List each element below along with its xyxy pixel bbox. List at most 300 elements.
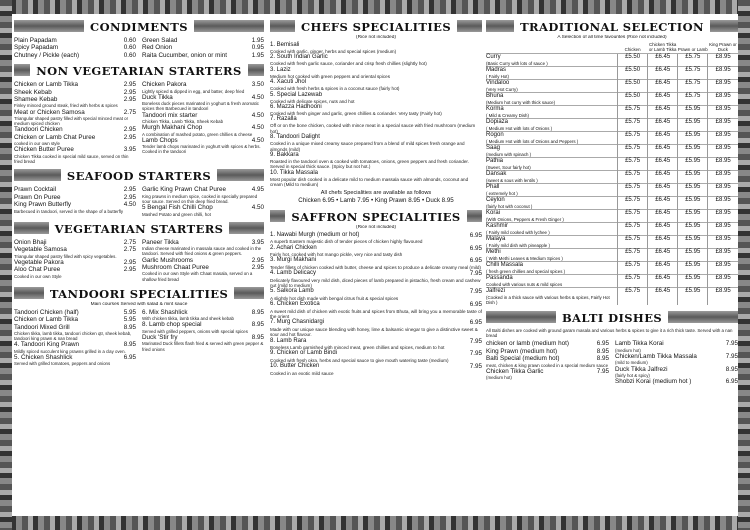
item-price: 7.95 <box>596 367 609 375</box>
item-price: 6.95 <box>123 353 136 361</box>
item-name: chicken or lamb (medium hot) <box>486 340 569 348</box>
item-name: Vegetable Samosa <box>14 246 67 254</box>
item-price: 6.95 <box>469 231 482 239</box>
header-chicken-tikka: Chicken Tikka or Lamb Tikka <box>648 42 677 52</box>
price-cell: £5.95 <box>678 197 708 210</box>
menu-item-row <box>14 37 136 44</box>
item-name: Tandoori mix starter <box>142 111 198 119</box>
menu-item <box>142 264 264 282</box>
saffron-title: SAFFRON SPECIALITIES <box>285 209 466 225</box>
item-price: 3.50 <box>251 81 264 89</box>
item-name: Tandoori Chicken <box>14 126 63 134</box>
menu-item-row <box>486 355 609 362</box>
chefs-title: CHEFS SPECIALITIES <box>295 19 457 35</box>
menu-item <box>142 309 264 322</box>
item-price: 2.75 <box>123 238 136 246</box>
item-price: 2.95 <box>251 256 264 264</box>
saffron-item <box>270 363 482 376</box>
item-name: 1. Bemisali <box>270 42 300 48</box>
saffron-item <box>270 338 482 351</box>
item-price: 2.95 <box>123 126 136 134</box>
item-description: Cooked in our own Style <box>14 273 62 279</box>
tandoori-list <box>14 309 264 367</box>
menu-item <box>14 37 136 44</box>
price-cell: £5.75 <box>618 171 648 184</box>
dish-description: ( Fairly mild dish with pineapple ) <box>486 243 550 248</box>
menu-item-row <box>14 96 136 103</box>
item-description: Off or on the bone chicken, cooked with mince meat in a special sauce with fried mushroom (medium hot) <box>270 123 476 134</box>
item-description: Fairly hot, cooked with hot mango pickle, very nice and tasty dish <box>270 251 403 257</box>
item-description: Cooked with delicate spices, nuts and hot <box>270 98 355 104</box>
item-name: 7. Razalla <box>270 116 297 123</box>
item-name: 5 Bengal Fish Chilli Chop <box>142 204 213 212</box>
chef-item-row <box>270 134 482 141</box>
price-cell: £5.75 <box>618 223 648 236</box>
dish-cell <box>486 67 618 80</box>
price-cell: £6.45 <box>648 197 678 210</box>
right-column <box>486 18 738 386</box>
menu-item <box>14 341 136 354</box>
menu-item <box>142 94 264 112</box>
dish-cell <box>486 184 618 197</box>
menu-item <box>142 112 264 125</box>
dish-description: (Sweet, Sour fairly hot) <box>486 165 531 170</box>
traditional-row <box>486 171 738 184</box>
price-cell: £5.95 <box>678 158 708 171</box>
item-price: 5.95 <box>123 316 136 324</box>
item-price: 6.95 <box>469 257 482 265</box>
price-cell: £5.50 <box>618 67 648 80</box>
item-description: Finley minced ground steak, fried with herbs & spices <box>14 103 118 109</box>
price-cell: £6.45 <box>648 275 678 288</box>
dish-name: Korai <box>486 210 501 216</box>
item-price: 4.95 <box>251 186 264 194</box>
chef-item-row <box>270 170 482 177</box>
item-price: 6.95 <box>469 301 482 309</box>
item-description: (fairly hot & spicy) <box>615 373 650 379</box>
saffron-item <box>270 301 482 319</box>
menu-item <box>142 124 264 137</box>
item-name: Meat or Chicken Samosa <box>14 108 85 116</box>
traditional-row <box>486 288 738 306</box>
price-cell: £5.75 <box>618 132 648 145</box>
saffron-item-row <box>270 338 482 345</box>
menu-item-row <box>142 37 264 44</box>
item-description: Barbecued in tandoori, served in the shape of a butterfly <box>14 208 124 214</box>
menu-item <box>14 109 136 127</box>
item-description: Cooked with fresh okra, herbs and special sauce to give mouth watering taste (medium) <box>270 357 449 363</box>
dish-description: ( Fairly mild cooked with lychee ) <box>486 230 550 235</box>
item-name: Tandoori Mixed Grill <box>14 323 70 331</box>
dish-name: Curry <box>486 54 501 60</box>
balti-banner <box>486 309 738 325</box>
item-description: Lightly spiced & dipped in egg, and batter, deep fried <box>142 88 245 94</box>
item-description: Mildly spiced succulent king prawns grilled in a clay oven. <box>14 348 126 354</box>
item-description: King prawns in medium spice, cooked in specially prepared sour sauce. Served on thin deep fried bread. <box>142 193 258 204</box>
traditional-row <box>486 262 738 275</box>
traditional-row <box>486 236 738 249</box>
menu-item-row <box>14 324 136 331</box>
menu-item-row <box>14 109 136 116</box>
price-cell: £5.95 <box>678 275 708 288</box>
dish-cell <box>486 132 618 145</box>
price-cell: £6.45 <box>648 132 678 145</box>
dish-description: (fairly hot with coconut ) <box>486 204 533 209</box>
dish-description: Cooked with various nuts & mild spices <box>486 282 563 287</box>
menu-item-row <box>14 52 136 59</box>
chefs-list <box>270 42 482 188</box>
condiments-title: CONDIMENTS <box>84 19 194 35</box>
traditional-table <box>486 42 738 305</box>
item-description: Cooked in a unique mixed creamy sauce prepared from a blend of mild spices fresh orange and almonds (mild) <box>270 141 465 152</box>
saffron-item-row <box>270 288 482 295</box>
price-cell: £6.45 <box>648 158 678 171</box>
menu-item-row <box>142 124 264 131</box>
saffron-item-row <box>270 232 482 239</box>
price-cell: £8.95 <box>708 223 738 236</box>
price-cell: £6.45 <box>648 288 678 306</box>
menu-item-row <box>142 204 264 211</box>
price-cell: £6.45 <box>648 171 678 184</box>
saffron-item <box>270 319 482 337</box>
balti-title: BALTI DISHES <box>556 310 668 326</box>
price-cell: £5.75 <box>618 197 648 210</box>
menu-item <box>14 316 136 323</box>
menu-item <box>14 239 136 246</box>
item-description: Triangular shaped pastry filled with special minced meat or medium spiced chicken <box>14 116 129 127</box>
item-price: 4.50 <box>123 201 136 209</box>
item-name: King Prawn (medium hot) <box>486 347 558 355</box>
item-name: 8. Lamb chop special <box>142 321 202 329</box>
item-price: 2.95 <box>123 186 136 194</box>
price-cell: £5.75 <box>618 184 648 197</box>
chefs-available-note: All chefs Specialities are available as follows <box>320 189 432 196</box>
traditional-banner <box>486 18 738 34</box>
price-cell: £5.75 <box>618 275 648 288</box>
item-name: Chicken/Lamb Tikka Massala <box>615 353 697 361</box>
dish-name: Chilli Massala <box>486 262 524 268</box>
chef-item-row <box>270 67 482 74</box>
saffron-item <box>270 257 482 270</box>
price-cell: £5.50 <box>618 93 648 106</box>
menu-item-row <box>14 259 136 266</box>
item-description: A superb Eastern majestic dish of tender pieces of chicken highly flavoured <box>270 239 423 245</box>
chefs-prices: Chicken 6.95 • Lamb 7.95 • King Prawn 8.95 • Duck 8.95 <box>298 196 454 204</box>
chef-item <box>270 79 482 91</box>
item-price: 8.95 <box>123 341 136 349</box>
item-price: 7.95 <box>469 350 482 358</box>
item-price: 2.95 <box>123 81 136 89</box>
dish-name: Dopiaza <box>486 119 509 125</box>
price-cell: £6.45 <box>648 80 678 93</box>
item-description: (mild to medium) <box>615 360 648 366</box>
dish-name: Saag <box>486 145 501 151</box>
dish-cell <box>486 210 618 223</box>
item-name: Vegetable Pakora <box>14 258 64 266</box>
veg-banner <box>14 220 264 236</box>
item-name: Chicken Pakora <box>142 81 187 89</box>
price-cell: £8.95 <box>708 119 738 132</box>
price-cell: £5.75 <box>618 119 648 132</box>
menu-item <box>14 126 136 133</box>
item-price: 2.95 <box>123 258 136 266</box>
item-price: 8.95 <box>123 323 136 331</box>
chef-item <box>270 92 482 104</box>
item-description: Served with grilled peppers, onions with special spices <box>142 328 248 334</box>
dish-description: ( Medium Hot with lots of Onions and Peppers ) <box>486 139 579 144</box>
item-price: 6.95 <box>469 244 482 252</box>
item-description: (medium hot) <box>615 347 641 353</box>
menu-item <box>14 246 136 259</box>
item-description: Cooked with fresh garlic sauce, coriander and crisp fresh chillies (slightly hot) <box>270 61 427 67</box>
item-name: Shamee Kebab <box>14 96 58 104</box>
dish-cell <box>486 262 618 275</box>
menu-item-row <box>142 239 264 246</box>
item-description: Most popular dish cooked in a delicate mild to medium massala sauce with almonds, coconut and cream (Mild to medium) <box>270 176 469 188</box>
traditional-row <box>486 249 738 262</box>
price-cell: £6.45 <box>648 106 678 119</box>
menu-item <box>14 266 136 279</box>
menu-item-row <box>14 316 136 323</box>
menu-item-row <box>14 89 136 96</box>
menu-item-row <box>486 368 609 375</box>
item-price: 8.95 <box>251 308 264 316</box>
item-name: 3. Laziz <box>270 66 291 73</box>
chef-item-row <box>270 92 482 99</box>
item-price: 0.60 <box>123 51 136 59</box>
price-cell: £8.95 <box>708 158 738 171</box>
item-name: 7. Murg Chasnidargi <box>270 319 325 326</box>
price-cell: £6.45 <box>648 223 678 236</box>
menu-item-row <box>142 94 264 101</box>
item-description: Triangular shaped pastry filled with spicy vegetables. <box>14 253 117 259</box>
item-name: 2. Achari Chicken <box>270 244 317 251</box>
dish-cell <box>486 158 618 171</box>
item-description: Delicately flavoured very mild dish, diced pieces of lamb prepared in pistachio, fresh cream and cashew nut (mild to medium) <box>270 277 481 288</box>
dish-description: ( Mild & Creamy Dish) <box>486 113 529 118</box>
nonveg-list <box>14 81 264 164</box>
menu-item <box>142 137 264 155</box>
item-name: 3. Murgi Makhani <box>270 257 317 264</box>
price-cell: £5.75 <box>618 145 648 158</box>
dish-cell <box>486 54 618 67</box>
item-price: 7.95 <box>469 288 482 296</box>
dish-cell <box>486 223 618 236</box>
menu-item <box>14 259 136 266</box>
seafood-banner <box>14 167 264 183</box>
price-cell: £5.75 <box>678 93 708 106</box>
dish-description: (Basic Curry with lots of sauce ) <box>486 61 548 66</box>
menu-item-row <box>142 309 264 316</box>
item-description: Chicken Tikka, Lamb Tikka, Sheek Kebab <box>142 119 224 125</box>
menu-item-row <box>14 354 136 361</box>
item-name: Onion Bhaji <box>14 238 47 246</box>
dish-description: (Medium hot curry with thick sauce) <box>486 100 556 105</box>
dish-name: Dansak <box>486 171 507 177</box>
item-price: 7.95 <box>725 340 738 348</box>
item-name: Garlic King Prawn Chat Puree <box>142 186 226 194</box>
item-description: Chicken tikka, lamb tikka, tandoori chicken qtr, sheek kebab, tandoori king prawn & nan bread <box>14 330 132 342</box>
item-description: With chicken tikka, lamb tikka and sheek kebab <box>142 316 235 322</box>
item-name: Lamb Tikka Korai <box>615 340 664 348</box>
item-description: Chicken Tikka cooked in special mild sauce, served on thin fried bread <box>14 153 129 165</box>
menu-item-row <box>14 194 136 201</box>
menu-item <box>486 340 609 347</box>
dish-cell <box>486 288 618 306</box>
price-cell: £6.45 <box>648 249 678 262</box>
item-description: Marinated Duck fillets flash fried & served with green pepper & fried onions <box>142 341 264 352</box>
item-name: Chicken Tikka Garlic <box>486 367 544 375</box>
traditional-header-row <box>486 42 738 54</box>
price-cell: £6.45 <box>648 93 678 106</box>
menu-item <box>142 334 264 352</box>
dish-cell <box>486 106 618 119</box>
menu-item <box>142 321 264 334</box>
price-cell: £8.95 <box>708 184 738 197</box>
item-price: 8.95 <box>251 321 264 329</box>
price-cell: £8.95 <box>708 262 738 275</box>
price-cell: £6.45 <box>648 67 678 80</box>
header-chicken: Chicken <box>624 47 641 52</box>
menu-item <box>615 378 738 385</box>
dish-name: Ceylon <box>486 197 505 203</box>
item-price: 0.60 <box>123 44 136 52</box>
price-cell: £5.50 <box>618 54 648 67</box>
veg-title: VEGETARIAN STARTERS <box>49 221 230 237</box>
price-cell: £6.45 <box>648 184 678 197</box>
item-price: 2.95 <box>123 133 136 141</box>
item-price: 8.95 <box>596 347 609 355</box>
menu-item <box>14 324 136 342</box>
menu-item-row <box>142 52 264 59</box>
decorative-border-bottom <box>0 516 750 530</box>
price-cell: £5.75 <box>618 106 648 119</box>
traditional-row <box>486 132 738 145</box>
dish-name: Vindaloo <box>486 80 510 86</box>
saffron-list <box>270 232 482 376</box>
menu-item <box>14 89 136 96</box>
menu-item-row <box>14 126 136 133</box>
item-name: Spicy Papadam <box>14 44 59 52</box>
menu-item-row <box>142 112 264 119</box>
item-description: cooked in our own style <box>14 141 60 147</box>
saffron-item-row <box>270 245 482 252</box>
balti-list <box>486 340 738 385</box>
item-description: A sweet mild dish of chicken with exotic fruits and spices from Bhuta, will bring you a memorable taste of the orient <box>270 308 482 319</box>
item-name: 6. Chicken Exotica <box>270 301 320 308</box>
tandoori-subtitle: Main courses Served with salad & mint sauce <box>90 301 188 307</box>
item-name: Chicken or Lamb Tikka <box>14 316 79 324</box>
item-price: 4.50 <box>251 136 264 144</box>
item-description: Indian cheese marinated in massala sauce and cooked in the tandoori. Served with fried onions & green peppers. <box>142 246 262 257</box>
dish-description: (sweet & sous with lentils ) <box>486 178 538 183</box>
menu-item-row <box>14 266 136 273</box>
price-cell: £5.95 <box>678 132 708 145</box>
price-cell: £6.45 <box>648 236 678 249</box>
menu-item <box>14 354 136 367</box>
item-name: Balti Special (medium hot) <box>486 355 560 363</box>
menu-item <box>142 52 264 59</box>
item-name: 5. Special Lazewab <box>270 91 323 98</box>
price-cell: £8.95 <box>708 171 738 184</box>
middle-column <box>270 18 482 376</box>
menu-item <box>14 309 136 316</box>
item-price: 4.50 <box>251 124 264 132</box>
menu-item-row <box>615 378 738 385</box>
item-name: Green Salad <box>142 37 178 44</box>
dish-name: Malaya <box>486 236 506 242</box>
chef-item-row <box>270 152 482 159</box>
item-name: Raita Cucumber, onion or mint <box>142 51 228 59</box>
chef-item-row <box>270 104 482 111</box>
price-cell: £8.95 <box>708 210 738 223</box>
price-cell: £5.75 <box>618 249 648 262</box>
chefs-banner <box>270 18 482 34</box>
dish-description: ( With Methi Leaves & Medium Spices ) <box>486 256 563 261</box>
item-name: Tandoori Chicken (half) <box>14 308 79 316</box>
item-price: 7.95 <box>725 353 738 361</box>
menu-item-row <box>142 81 264 88</box>
saffron-item-row <box>270 301 482 308</box>
menu-item <box>615 366 738 379</box>
price-cell: £8.95 <box>708 67 738 80</box>
item-name: 6. Mix Shashlick <box>142 308 188 316</box>
item-description: Served with grilled tomatoes, peppers and onions <box>14 361 111 367</box>
item-name: 2. South Indian Garlic <box>270 54 328 61</box>
item-price: 1.95 <box>251 51 264 59</box>
menu-item-row <box>14 309 136 316</box>
chef-item <box>270 170 482 188</box>
menu-item-row <box>14 239 136 246</box>
traditional-row <box>486 145 738 158</box>
price-cell: £5.95 <box>678 106 708 119</box>
price-cell: £5.95 <box>678 184 708 197</box>
item-name: Chutney / Pickle (each) <box>14 51 80 59</box>
dish-cell <box>486 93 618 106</box>
item-price: 0.60 <box>123 37 136 44</box>
item-name: Chicken or Lamb Tikka <box>14 81 79 89</box>
nonveg-banner <box>14 62 264 78</box>
item-price: 6.95 <box>725 378 738 386</box>
menu-item <box>486 355 609 368</box>
item-price: 2.95 <box>123 266 136 274</box>
price-cell: £8.95 <box>708 80 738 93</box>
chef-item <box>270 54 482 66</box>
traditional-subtitle: A Selection of all time favourites (Rice not included) <box>557 35 667 40</box>
item-price: 6.95 <box>596 340 609 348</box>
menu-item <box>142 37 264 44</box>
veg-list <box>14 239 264 282</box>
chef-item-row <box>270 42 482 49</box>
dish-cell <box>486 119 618 132</box>
dish-description: (medium with spinach ) <box>486 152 532 157</box>
menu-item <box>142 257 264 264</box>
dish-cell <box>486 80 618 93</box>
item-name: 4. Xacuti Jhol <box>270 79 307 86</box>
traditional-row <box>486 223 738 236</box>
chef-item <box>270 67 482 79</box>
price-cell: £5.95 <box>678 288 708 306</box>
menu-item <box>142 239 264 257</box>
menu-item <box>14 44 136 51</box>
item-name: King Prawn Butterfly <box>14 201 72 209</box>
seafood-title: SEAFOOD STARTERS <box>61 168 217 184</box>
traditional-row <box>486 158 738 171</box>
saffron-item <box>270 270 482 288</box>
item-name: 5. Salkora Lamb <box>270 288 314 295</box>
item-name: Lamb Chops <box>142 136 178 144</box>
chef-item-row <box>270 54 482 61</box>
